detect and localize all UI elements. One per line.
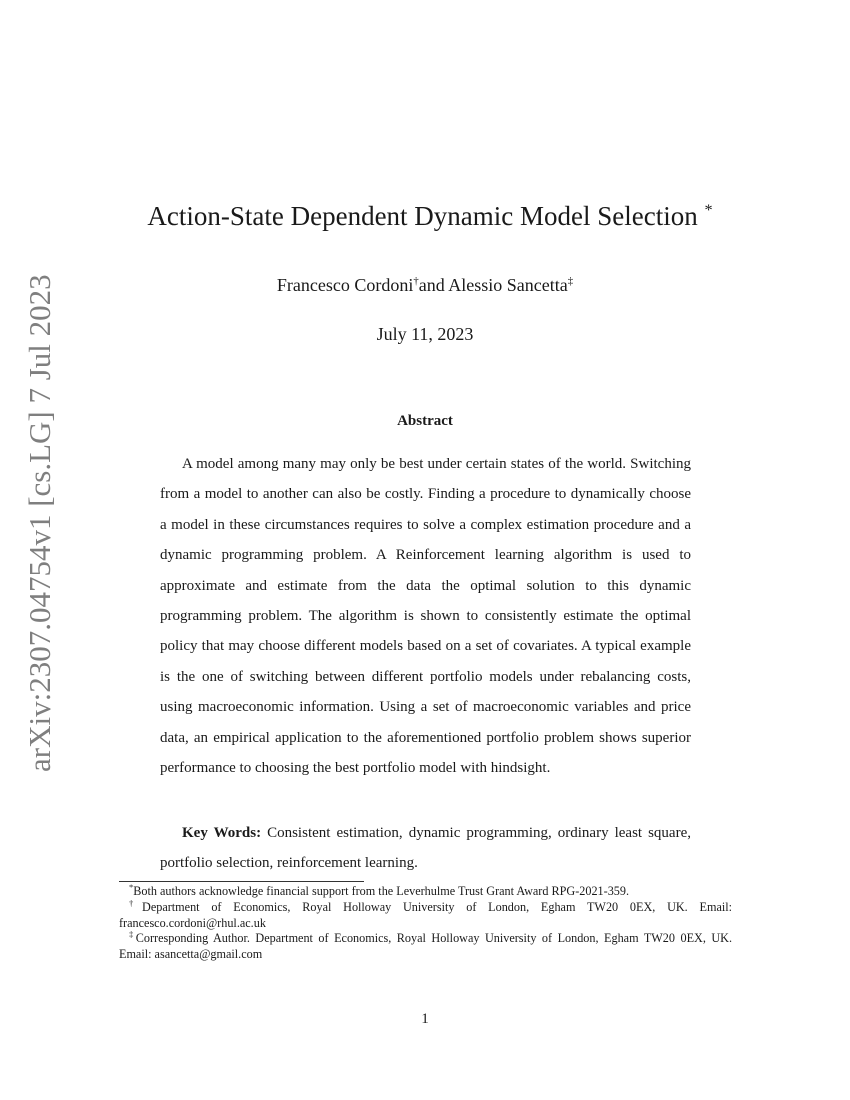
footnote-rule [119, 881, 364, 882]
author-first-mark[interactable]: † [413, 275, 419, 287]
author-first: Francesco Cordoni [276, 275, 414, 295]
paper-date: July 11, 2023 [376, 324, 474, 344]
footnote [119, 897, 733, 932]
abstract-heading: Abstract [397, 413, 453, 429]
footnote [119, 881, 732, 900]
paper-title-text: Action-State Dependent Dynamic Model Selection [147, 201, 698, 231]
abstract-body: A model among many may only be best under certain states of the world. Switching from a model to another can also be costly. Finding a procedure to dynamically choose a model in these circumstances requires to solve a complex estimation procedure and a dynamic programming problem. A Reinforcement learning algorithm is used to approximate and estimate from the data the optimal solution to this dynamic programming problem. The algorithm is shown to consistently estimate the optimal policy that may choose different models based on a set of covariates. A typical example is the one of switching between different portfolio models under rebalancing costs, using macroeconomic information. Using a set of macroeconomic variables and price data, an empirical application to the aforementioned portfolio problem shows superior performance to choosing the best portfolio model with hindsight. [160, 456, 691, 777]
footnote-text: Corresponding Author. Department of Economics, Royal Holloway University of London, Egham TW20 0EX, UK. Email: asancetta@gmail.com [119, 931, 733, 962]
title-footnote-mark[interactable]: * [704, 201, 713, 219]
author-second-mark[interactable]: ‡ [567, 275, 574, 287]
paper-title [0, 196, 850, 236]
footnote-text: Department of Economics, Royal Holloway University of London, Egham TW20 0EX, UK. Email: francesco.cordoni@rhul.ac.uk [119, 899, 733, 930]
keywords [160, 818, 691, 878]
footnote [119, 931, 732, 963]
page-number: 1 [421, 1011, 429, 1027]
footnote-text: Both authors acknowledge financial support from the Leverhulme Trust Grant Award RPG-2021-359. [133, 884, 630, 898]
footnote-mark: ‡ [129, 929, 136, 940]
footnote-mark: † [129, 897, 143, 908]
footnote-mark: * [129, 881, 134, 892]
author-line [0, 272, 850, 298]
keywords-text: Consistent estimation, dynamic programming, ordinary least square, portfolio selection, reinforcement learning. [160, 825, 691, 871]
arxiv-identifier: arXiv:2307.04754v1 [cs.LG] 7 Jul 2023 [22, 274, 57, 772]
keywords-label: Key Words: [182, 825, 262, 841]
footnotes [119, 881, 733, 963]
author-connector: and Alessio Sancetta [418, 275, 568, 295]
